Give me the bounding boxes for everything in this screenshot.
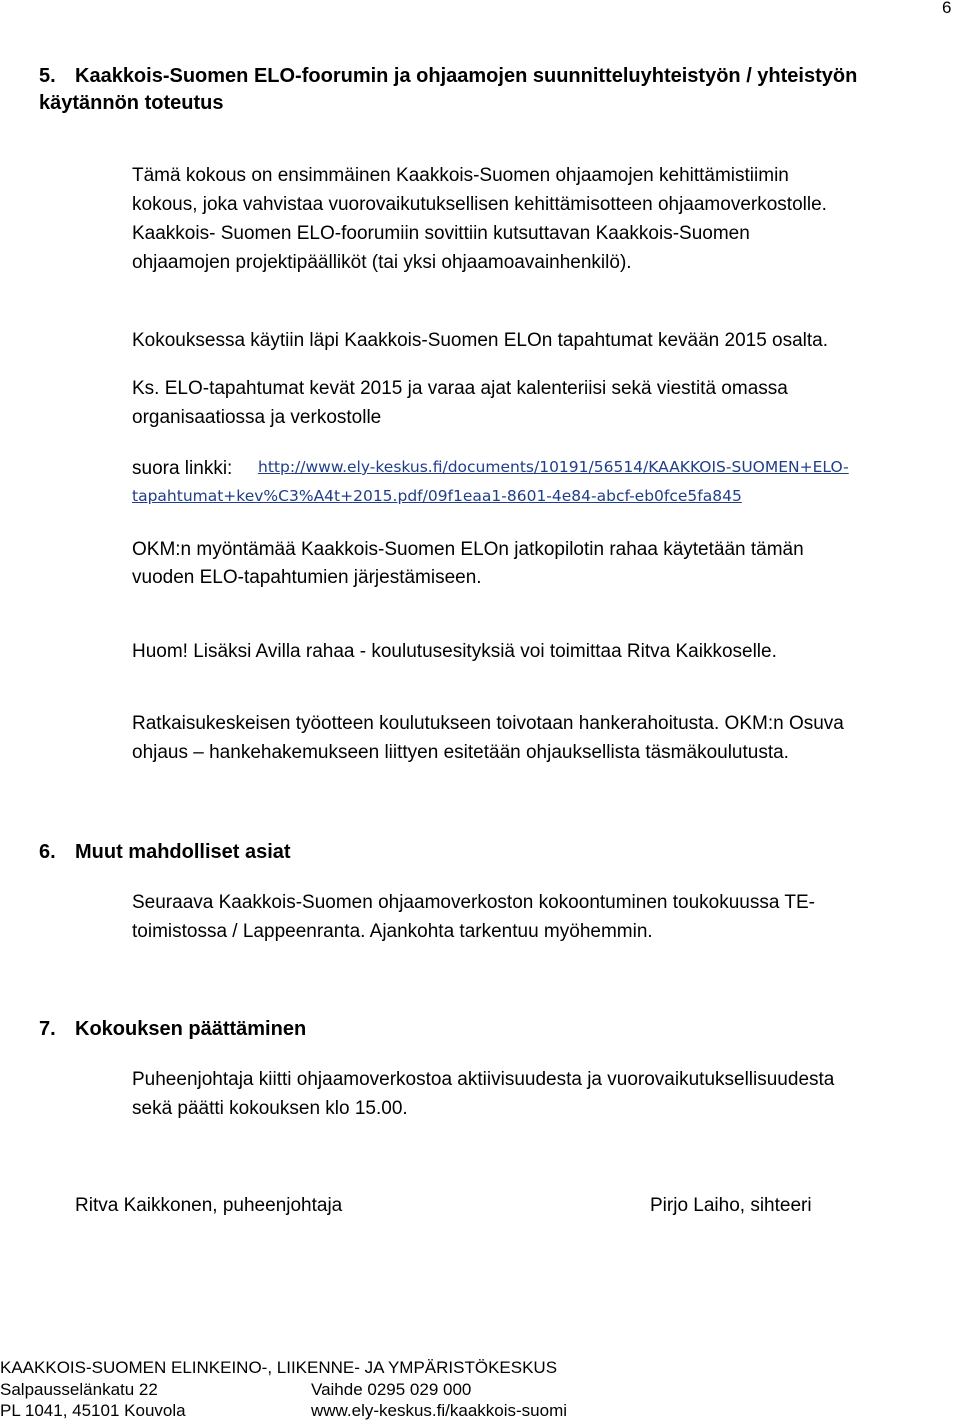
paragraph-line: Kaakkois- Suomen ELO-foorumiin sovittiin kutsuttavan Kaakkois-Suomen <box>132 223 750 244</box>
paragraph-line: Ratkaisukeskeisen työotteen koulutukseen toivotaan hankerahoitusta. OKM:n Osuva <box>132 713 844 734</box>
footer-phone: Vaihde 0295 029 000 <box>311 1380 472 1399</box>
paragraph-events: Kokouksessa käytiin läpi Kaakkois-Suomen ELOn tapahtumat kevään 2015 osalta. <box>132 330 829 351</box>
paragraph-line: Ks. ELO-tapahtumat kevät 2015 ja varaa ajat kalenteriisi sekä viestitä omassa <box>132 378 788 399</box>
section-5-number: 5. <box>39 65 56 87</box>
footer-organization: KAAKKOIS-SUOMEN ELINKEINO-, LIIKENNE- JA YMPÄRISTÖKESKUS <box>0 1358 558 1377</box>
footer-postal: PL 1041, 45101 Kouvola <box>0 1401 186 1420</box>
section-7-number: 7. <box>39 1018 56 1040</box>
paragraph-line: ohjaus – hankehakemukseen liittyen esitetään ohjauksellista täsmäkoulutusta. <box>132 742 789 763</box>
paragraph-line: organisaatiossa ja verkostolle <box>132 407 382 428</box>
paragraph-line: ohjaamojen projektipäälliköt (tai yksi ohjaamoavainhenkilö). <box>132 252 632 273</box>
section-7-title: Kokouksen päättäminen <box>75 1018 307 1040</box>
paragraph-line: vuoden ELO-tapahtumien järjestämiseen. <box>132 567 482 588</box>
paragraph-line: Puheenjohtaja kiitti ohjaamoverkostoa aktiivisuudesta ja vuorovaikutuksellisuudesta <box>132 1069 835 1090</box>
events-link-continued[interactable]: tapahtumat+kev%C3%A4t+2015.pdf/09f1eaa1-8601-4e84-abcf-eb0fce5fa845 <box>132 487 742 505</box>
paragraph-line: kokous, joka vahvistaa vuorovaikutuksellisen kehittämisotteen ohjaamoverkostolle. <box>132 194 827 215</box>
section-6-title: Muut mahdolliset asiat <box>75 841 291 863</box>
events-link[interactable]: http://www.ely-keskus.fi/documents/10191/56514/KAAKKOIS-SUOMEN+ELO- <box>258 458 849 476</box>
link-label: suora linkki: <box>132 458 233 479</box>
signature-secretary: Pirjo Laiho, sihteeri <box>650 1195 812 1216</box>
section-5-title-line1: Kaakkois-Suomen ELO-foorumin ja ohjaamojen suunnitteluyhteistyön / yhteistyön <box>75 65 858 87</box>
paragraph-note: Huom! Lisäksi Avilla rahaa - koulutusesityksiä voi toimittaa Ritva Kaikkoselle. <box>132 641 777 662</box>
section-6-number: 6. <box>39 841 56 863</box>
page-number: 6 <box>942 0 952 17</box>
paragraph-line: toimistossa / Lappeenranta. Ajankohta tarkentuu myöhemmin. <box>132 921 653 942</box>
paragraph-line: sekä päätti kokouksen klo 15.00. <box>132 1098 408 1119</box>
footer-street: Salpausselänkatu 22 <box>0 1380 158 1399</box>
paragraph-line: OKM:n myöntämää Kaakkois-Suomen ELOn jatkopilotin rahaa käytetään tämän <box>132 539 804 560</box>
signature-chair: Ritva Kaikkonen, puheenjohtaja <box>75 1195 343 1216</box>
section-5-title-line2: käytännön toteutus <box>39 92 224 114</box>
paragraph-line: Tämä kokous on ensimmäinen Kaakkois-Suomen ohjaamojen kehittämistiimin <box>132 165 789 186</box>
paragraph-line: Seuraava Kaakkois-Suomen ohjaamoverkoston kokoontuminen toukokuussa TE- <box>132 892 815 913</box>
footer-website[interactable]: www.ely-keskus.fi/kaakkois-suomi <box>311 1401 568 1420</box>
